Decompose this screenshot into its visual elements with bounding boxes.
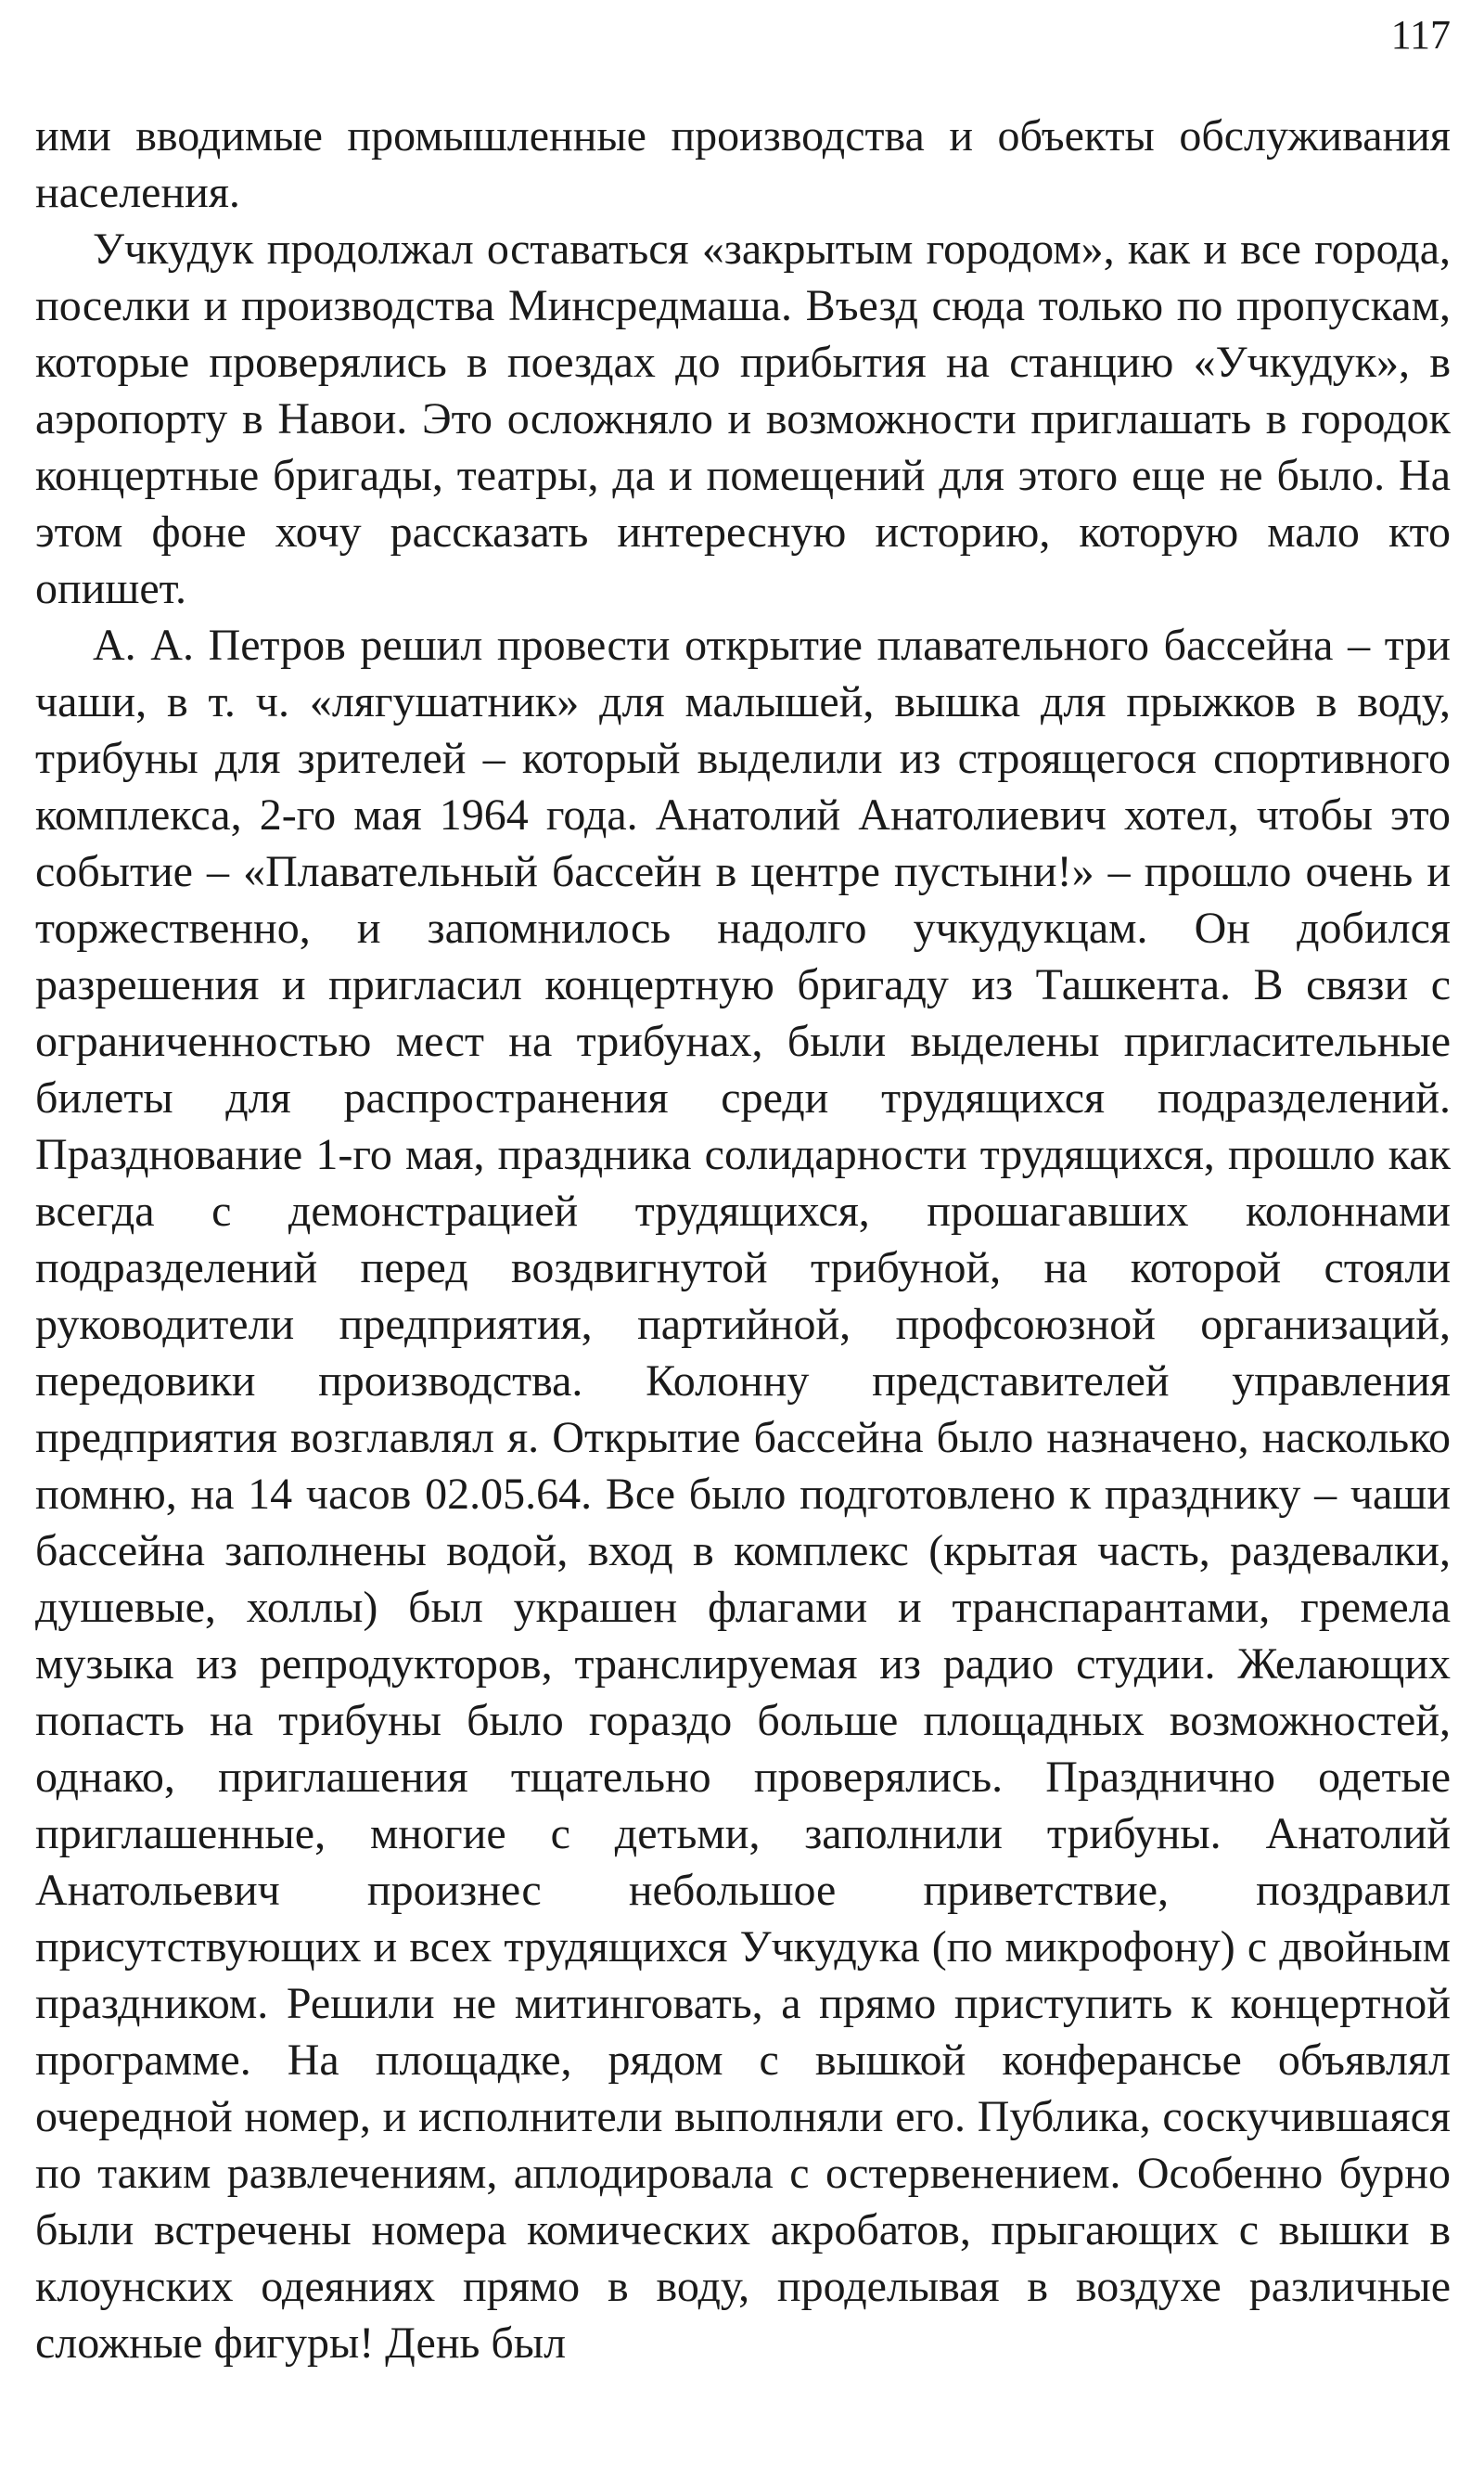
paragraph-continued: ими вводимые промышленные производства и объекты обслуживания населения. bbox=[35, 111, 1451, 217]
paragraph-pool-opening: А. А. Петров решил провести открытие плавательного бассейна – три чаши, в т. ч. «лягушатник» для малышей, вышка для прыжков в воду, трибуны для зрителей – который выделили из строящегося спортивного комплекса, 2-го мая 1964 года. Анатолий Анатолиевич хотел, чтобы это событие – «Плавательный бассейн в центре пустыни!» – прошло очень и торжественно, и запомнилось надолго учкудукцам. Он добился разрешения и пригласил концертную бригаду из Ташкента. В связи с ограниченностью мест на трибунах, были выделены пригласительные билеты для распространения среди трудящихся подразделений. Празднование 1-го мая, праздника солидарности трудящихся, прошло как всегда с демонстрацией трудящихся, прошагавших колоннами подразделений перед воздвигнутой трибуной, на которой стояли руководители предприятия, партийной, профсоюзной организаций, передовики производства. Колонну представителей управления предприятия возглавлял я. Открытие бассейна было назначено, насколько помню, на 14 часов 02.05.64. Все было подготовлено к празднику – чаши бассейна заполнены водой, вход в комплекс (крытая часть, раздевалки, душевые, холлы) был украшен флагами и транспарантами, гремела музыка из репродукторов, транслируемая из радио студии. Желающих попасть на трибуны было гораздо больше площадных возможностей, однако, приглашения тщательно проверялись. Празднично одетые приглашенные, многие с детьми, заполнили трибуны. Анатолий Анатольевич произнес небольшое приветствие, поздравил присутствующих и всех трудящихся Учкудука (по микрофону) с двойным праздником. Решили не митинговать, а прямо приступить к концертной программе. На площадке, рядом с вышкой конферансье объявлял очередной номер, и исполнители выполняли его. Публика, соскучившаяся по таким развлечениям, аплодировала с остервенением. Особенно бурно были встречены номера комических акробатов, прыгающих с вышки в клоунских одеяниях прямо в воду, проделывая в воздухе различные сложные фигуры! День был bbox=[35, 621, 1451, 2368]
body-text bbox=[35, 108, 1451, 2371]
paragraph-closed-city: Учкудук продолжал оставаться «закрытым городом», как и все города, поселки и производства Минсредмаша. Въезд сюда только по пропускам, которые проверялись в поездах до прибытия на станцию «Учкудук», в аэропорту в Навои. Это осложняло и возможности приглашать в городок концертные бригады, театры, да и помещений для этого еще не было. На этом фоне хочу рассказать интересную историю, которую мало кто опишет. bbox=[35, 225, 1451, 613]
page-number: 117 bbox=[1390, 12, 1451, 58]
